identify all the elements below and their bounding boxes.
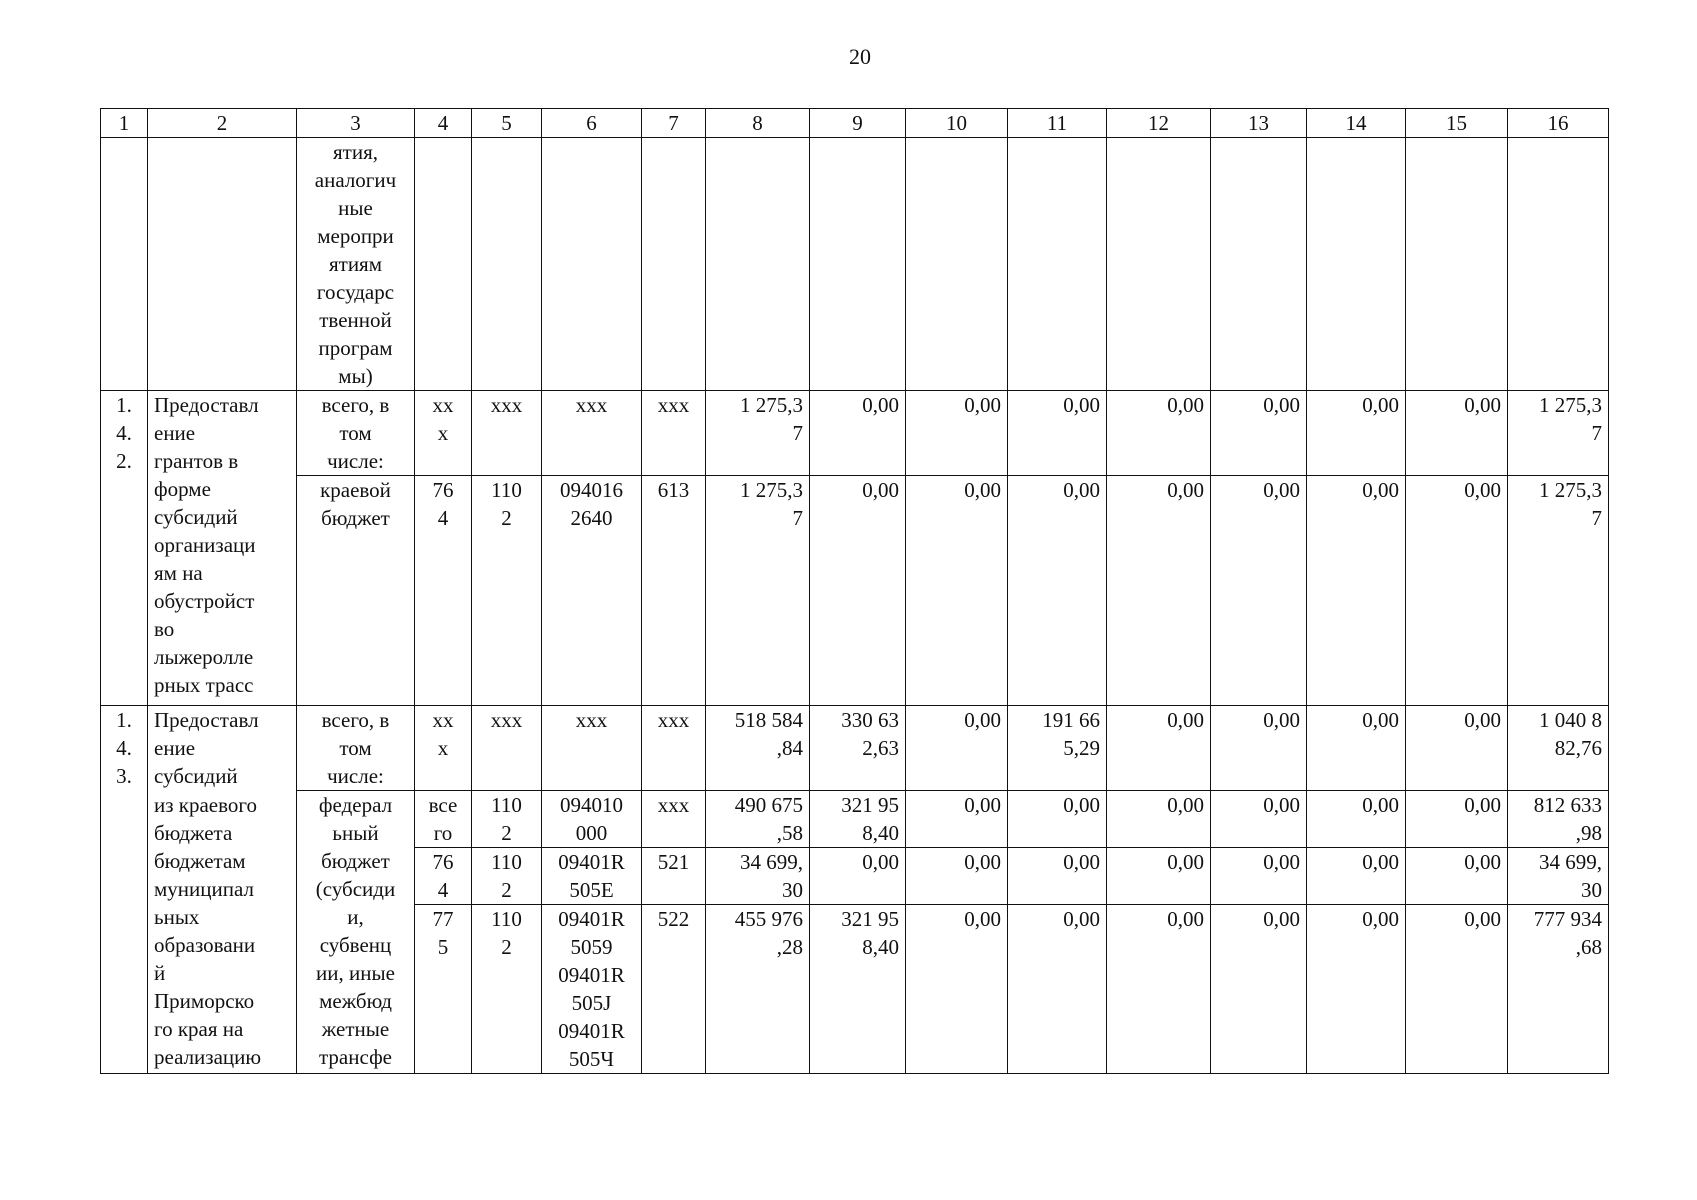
- item-name-continued: из краевого бюджета бюджетам муниципал ьных образовани й Приморско го края на реализацию: [148, 791, 297, 1074]
- column-header: 11: [1008, 109, 1107, 138]
- table-row: [101, 791, 1609, 848]
- funding-source: всего, в том числе:: [297, 706, 415, 791]
- cell-col5: 110 2: [472, 476, 542, 706]
- column-header: 16: [1508, 109, 1609, 138]
- table-row: [101, 706, 1609, 791]
- value-cell: 0,00: [1406, 706, 1508, 791]
- cell-col6: 09401R 505E: [542, 848, 642, 905]
- value-cell: 321 95 8,40: [810, 791, 906, 848]
- table-row: [101, 476, 1609, 706]
- continuation-row: [101, 138, 1609, 391]
- column-header: 10: [906, 109, 1008, 138]
- budget-table: [100, 108, 1609, 1074]
- value-cell: 0,00: [1307, 391, 1406, 476]
- value-cell: 0,00: [1307, 848, 1406, 905]
- column-header: 13: [1211, 109, 1307, 138]
- value-cell: 0,00: [1107, 791, 1211, 848]
- item-name: Предоставл ение грантов в форме субсидий организаци ям на обустройст во лыжеролле рных трасс: [148, 391, 297, 706]
- value-cell: 330 63 2,63: [810, 706, 906, 791]
- value-cell: 0,00: [906, 476, 1008, 706]
- value-cell: 34 699, 30: [706, 848, 810, 905]
- value-cell: 1 275,3 7: [1508, 476, 1609, 706]
- value-cell: 0,00: [906, 791, 1008, 848]
- column-header: 4: [415, 109, 472, 138]
- column-number-row: [101, 109, 1609, 138]
- value-cell: 0,00: [1107, 706, 1211, 791]
- cell-col4: хх х: [415, 391, 472, 476]
- value-cell: 0,00: [1107, 391, 1211, 476]
- column-header: 8: [706, 109, 810, 138]
- value-cell: 1 275,3 7: [706, 391, 810, 476]
- item-number: 1. 4. 2.: [101, 391, 148, 706]
- cell-col6: ххх: [542, 706, 642, 791]
- cell-col7: ххх: [642, 791, 706, 848]
- column-header: 6: [542, 109, 642, 138]
- cell-col7: 521: [642, 848, 706, 905]
- value-cell: 812 633 ,98: [1508, 791, 1609, 848]
- value-cell: 455 976 ,28: [706, 905, 810, 1074]
- value-cell: 0,00: [1211, 905, 1307, 1074]
- value-cell: 1 040 8 82,76: [1508, 706, 1609, 791]
- value-cell: 0,00: [1406, 476, 1508, 706]
- column-header: 2: [148, 109, 297, 138]
- value-cell: 0,00: [1307, 791, 1406, 848]
- cell-col4: 76 4: [415, 476, 472, 706]
- value-cell: 191 66 5,29: [1008, 706, 1107, 791]
- cell-col5: ххх: [472, 706, 542, 791]
- value-cell: 0,00: [906, 848, 1008, 905]
- column-header: 1: [101, 109, 148, 138]
- value-cell: 0,00: [1008, 476, 1107, 706]
- value-cell: 0,00: [1211, 391, 1307, 476]
- value-cell: 0,00: [1307, 706, 1406, 791]
- cell-col5: ххх: [472, 391, 542, 476]
- value-cell: 0,00: [1211, 476, 1307, 706]
- value-cell: 0,00: [1211, 848, 1307, 905]
- funding-source: всего, в том числе:: [297, 391, 415, 476]
- page-number: 20: [849, 44, 871, 69]
- cell-col7: 522: [642, 905, 706, 1074]
- column-header: 7: [642, 109, 706, 138]
- cell-col7: ххх: [642, 391, 706, 476]
- cell-col7: 613: [642, 476, 706, 706]
- cell-col4: 77 5: [415, 905, 472, 1074]
- value-cell: 518 584 ,84: [706, 706, 810, 791]
- cell-col5: 110 2: [472, 791, 542, 848]
- cell-col6: 09401R 5059 09401R 505J 09401R 505Ч: [542, 905, 642, 1074]
- value-cell: 0,00: [810, 848, 906, 905]
- value-cell: 0,00: [906, 905, 1008, 1074]
- value-cell: 0,00: [906, 391, 1008, 476]
- cell-col5: 110 2: [472, 905, 542, 1074]
- value-cell: 0,00: [1008, 791, 1107, 848]
- value-cell: 0,00: [1211, 791, 1307, 848]
- funding-source: федерал ьный бюджет (субсиди и, субвенц ии, иные межбюд жетные трансфе: [297, 791, 415, 1074]
- value-cell: 0,00: [1307, 476, 1406, 706]
- item-name: Предоставл ение субсидий: [148, 706, 297, 791]
- value-cell: 777 934 ,68: [1508, 905, 1609, 1074]
- value-cell: 0,00: [1008, 905, 1107, 1074]
- value-cell: 1 275,3 7: [1508, 391, 1609, 476]
- value-cell: 0,00: [1406, 391, 1508, 476]
- value-cell: 321 95 8,40: [810, 905, 906, 1074]
- column-header: 3: [297, 109, 415, 138]
- value-cell: 0,00: [810, 391, 906, 476]
- funding-source: краевой бюджет: [297, 476, 415, 706]
- value-cell: 0,00: [906, 706, 1008, 791]
- column-header: 14: [1307, 109, 1406, 138]
- column-header: 5: [472, 109, 542, 138]
- value-cell: 0,00: [1107, 476, 1211, 706]
- value-cell: 0,00: [1307, 905, 1406, 1074]
- value-cell: 0,00: [1406, 848, 1508, 905]
- cell-col4: все го: [415, 791, 472, 848]
- cell-col6: 094010 000: [542, 791, 642, 848]
- value-cell: 1 275,3 7: [706, 476, 810, 706]
- cell-col6: ххх: [542, 391, 642, 476]
- value-cell: 34 699, 30: [1508, 848, 1609, 905]
- table-row: [101, 391, 1609, 476]
- value-cell: 0,00: [1008, 391, 1107, 476]
- cell-col5: 110 2: [472, 848, 542, 905]
- continuation-source-text: ятия, аналогич ные меропри ятиям государс твенной програм мы): [297, 138, 415, 391]
- column-header: 15: [1406, 109, 1508, 138]
- value-cell: 490 675 ,58: [706, 791, 810, 848]
- cell-col4: 76 4: [415, 848, 472, 905]
- cell-col6: 094016 2640: [542, 476, 642, 706]
- column-header: 9: [810, 109, 906, 138]
- value-cell: 0,00: [1211, 706, 1307, 791]
- value-cell: 0,00: [810, 476, 906, 706]
- value-cell: 0,00: [1107, 905, 1211, 1074]
- cell-col4: хх х: [415, 706, 472, 791]
- value-cell: 0,00: [1107, 848, 1211, 905]
- cell-col7: ххх: [642, 706, 706, 791]
- column-header: 12: [1107, 109, 1211, 138]
- item-number: 1. 4. 3.: [101, 706, 148, 1074]
- value-cell: 0,00: [1406, 791, 1508, 848]
- value-cell: 0,00: [1008, 848, 1107, 905]
- value-cell: 0,00: [1406, 905, 1508, 1074]
